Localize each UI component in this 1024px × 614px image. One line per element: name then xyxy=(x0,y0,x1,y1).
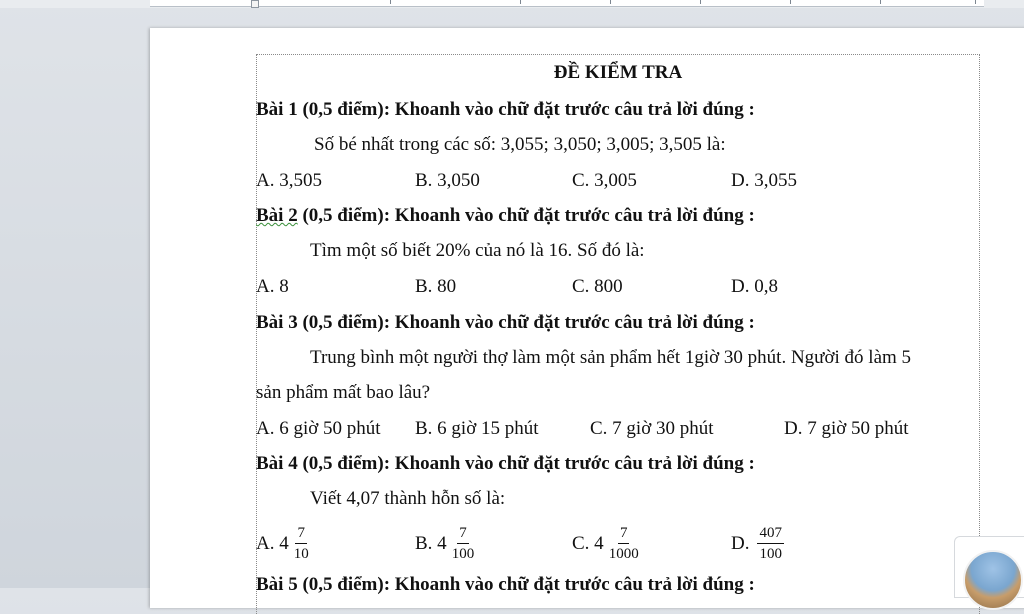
fraction-denominator: 10 xyxy=(293,546,309,562)
question-3-option-c[interactable]: C. 7 giờ 30 phút xyxy=(590,418,714,439)
question-3-option-b[interactable]: B. 6 giờ 15 phút xyxy=(415,418,539,439)
fraction-numerator: 7 xyxy=(618,524,630,544)
option-c-label: C. 4 xyxy=(572,532,604,554)
question-3-heading xyxy=(256,312,755,334)
question-4-option-a[interactable] xyxy=(256,524,311,563)
question-1-prompt: Số bé nhất trong các số: 3,055; 3,050; 3,005; 3,505 là: xyxy=(314,134,726,155)
question-2-option-c[interactable]: C. 800 xyxy=(572,276,623,297)
question-1-number: Bài 1 xyxy=(256,99,298,120)
question-1-option-c[interactable]: C. 3,005 xyxy=(572,170,637,191)
question-4-option-d[interactable] xyxy=(731,524,784,563)
fraction-denominator: 100 xyxy=(451,546,475,562)
question-4-option-b[interactable] xyxy=(415,524,476,563)
option-b-label: B. 4 xyxy=(415,532,447,554)
question-1-option-a[interactable]: A. 3,505 xyxy=(256,170,322,191)
option-a-label: A. 4 xyxy=(256,532,289,554)
fraction xyxy=(450,524,477,563)
question-1-heading-text: (0,5 điểm): Khoanh vào chữ đặt trước câu trả lời đúng : xyxy=(297,99,755,120)
fraction-denominator: 1000 xyxy=(608,546,639,562)
question-3-heading-text: (0,5 điểm): Khoanh vào chữ đặt trước câu trả lời đúng : xyxy=(297,312,755,333)
fraction-numerator: 7 xyxy=(457,524,469,544)
question-3-number: Bài 3 xyxy=(256,312,298,333)
ruler-strip xyxy=(150,0,984,7)
question-2-prompt: Tìm một số biết 20% của nó là 16. Số đó là: xyxy=(310,240,645,261)
question-4-number: Bài 4 xyxy=(256,453,298,474)
question-2-option-a[interactable]: A. 8 xyxy=(256,276,289,297)
fraction xyxy=(757,524,784,563)
ruler-tick xyxy=(610,0,611,4)
fraction xyxy=(607,524,641,563)
ruler-tick xyxy=(390,0,391,4)
option-d-label: D. xyxy=(731,532,750,554)
left-indent-marker[interactable] xyxy=(251,0,259,8)
question-4-prompt: Viết 4,07 thành hỗn số là: xyxy=(310,488,506,509)
question-5-heading-partial: Bài 5 (0,5 điểm): Khoanh vào chữ đặt trước câu trả lời đúng : xyxy=(256,574,755,595)
ruler-tick xyxy=(880,0,881,4)
question-4-heading xyxy=(256,453,755,475)
horizontal-ruler[interactable] xyxy=(0,0,1024,8)
question-2-heading-text: (0,5 điểm): Khoanh vào chữ đặt trước câu trả lời đúng : xyxy=(297,205,755,226)
question-1-option-d[interactable]: D. 3,055 xyxy=(731,170,797,191)
fraction xyxy=(292,524,311,563)
question-4-heading-text: (0,5 điểm): Khoanh vào chữ đặt trước câu trả lời đúng : xyxy=(297,453,755,474)
question-2-number: Bài 2 xyxy=(256,205,298,226)
fraction-denominator: 100 xyxy=(759,546,782,562)
question-2-option-d[interactable]: D. 0,8 xyxy=(731,276,778,297)
ruler-tick xyxy=(790,0,791,4)
question-2-option-b[interactable]: B. 80 xyxy=(415,276,457,297)
fraction-numerator: 7 xyxy=(295,524,307,544)
question-3-prompt-line-1: Trung bình một người thợ làm một sản phẩm hết 1giờ 30 phút. Người đó làm 5 xyxy=(310,347,912,368)
question-1-option-b[interactable]: B. 3,050 xyxy=(415,170,480,191)
ruler-tick xyxy=(700,0,701,4)
question-3-option-a[interactable]: A. 6 giờ 50 phút xyxy=(256,418,381,439)
ruler-tick xyxy=(520,0,521,4)
question-3-option-d[interactable]: D. 7 giờ 50 phút xyxy=(784,418,909,439)
question-2-heading xyxy=(256,205,755,227)
avatar[interactable] xyxy=(963,550,1023,610)
fraction-numerator: 407 xyxy=(757,524,784,544)
question-4-option-c[interactable] xyxy=(572,524,641,563)
ruler-tick xyxy=(975,0,976,4)
question-1-heading xyxy=(256,99,755,121)
page-title: ĐỀ KIỂM TRA xyxy=(553,62,683,83)
question-3-prompt-line-2: sản phẩm mất bao lâu? xyxy=(256,382,431,403)
